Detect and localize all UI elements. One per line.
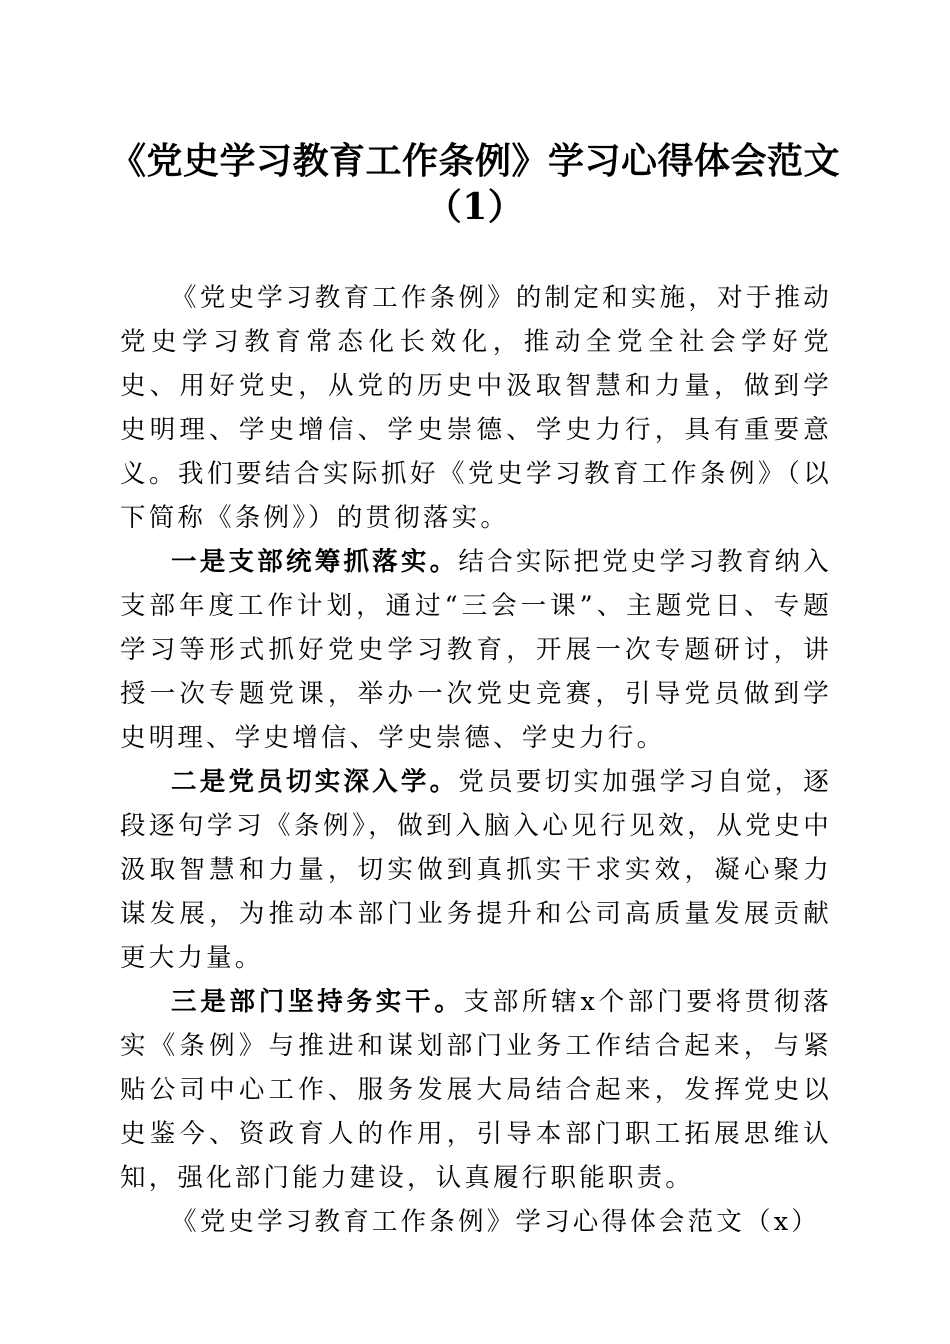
document-title-number: （1） (425, 186, 525, 228)
point-lead-2: 二是党员切实深入学。 (171, 767, 459, 797)
intro-paragraph: 《党史学习教育工作条例》的制定和实施，对于推动党史学习教育常态化长效化，推动全党全社会学好党史、用好党史，从党的历史中汲取智慧和力量，做到学史明理、学史增信、学史崇德、学史力行，具有重要意义。我们要结合实际抓好《党史学习教育工作条例》（以下简称《条例》）的贯彻落实。 (120, 283, 832, 533)
point-text-1: 结合实际把党史学习教育纳入支部年度工作计划，通过“三会一课”、主题党日、专题学习等形式抓好党史学习教育，开展一次专题研讨，讲授一次专题党课，举办一次党史竞赛，引导党员做到学史明理、学史增信、学史崇德、学史力行。 (120, 547, 832, 753)
point-text-2: 党员要切实加强学习自觉，逐段逐句学习《条例》，做到入脑入心见行见效，从党史中汲取智慧和力量，切实做到真抓实干求实效，凝心聚力谋发展，为推动本部门业务提升和公司高质量发展贡献更大力量。 (120, 767, 832, 973)
point-paragraph-1 (120, 540, 832, 760)
point-paragraph-2 (120, 760, 832, 980)
point-lead-1: 一是支部统筹抓落实。 (171, 547, 459, 577)
next-section-heading: 《党史学习教育工作条例》学习心得体会范文（x） (171, 1207, 820, 1237)
point-paragraph-3 (120, 980, 832, 1200)
point-lead-3: 三是部门坚持务实干。 (171, 987, 464, 1017)
document-title: 《党史学习教育工作条例》学习心得体会范文 (109, 140, 840, 182)
document-body (120, 276, 832, 1244)
point-text-3: 支部所辖x个部门要将贯彻落实《条例》与推进和谋划部门业务工作结合起来，与紧贴公司中心工作、服务发展大局结合起来，发挥党史以史鉴今、资政育人的作用，引导本部门职工拓展思维认知，强化部门能力建设，认真履行职能职责。 (120, 987, 832, 1193)
